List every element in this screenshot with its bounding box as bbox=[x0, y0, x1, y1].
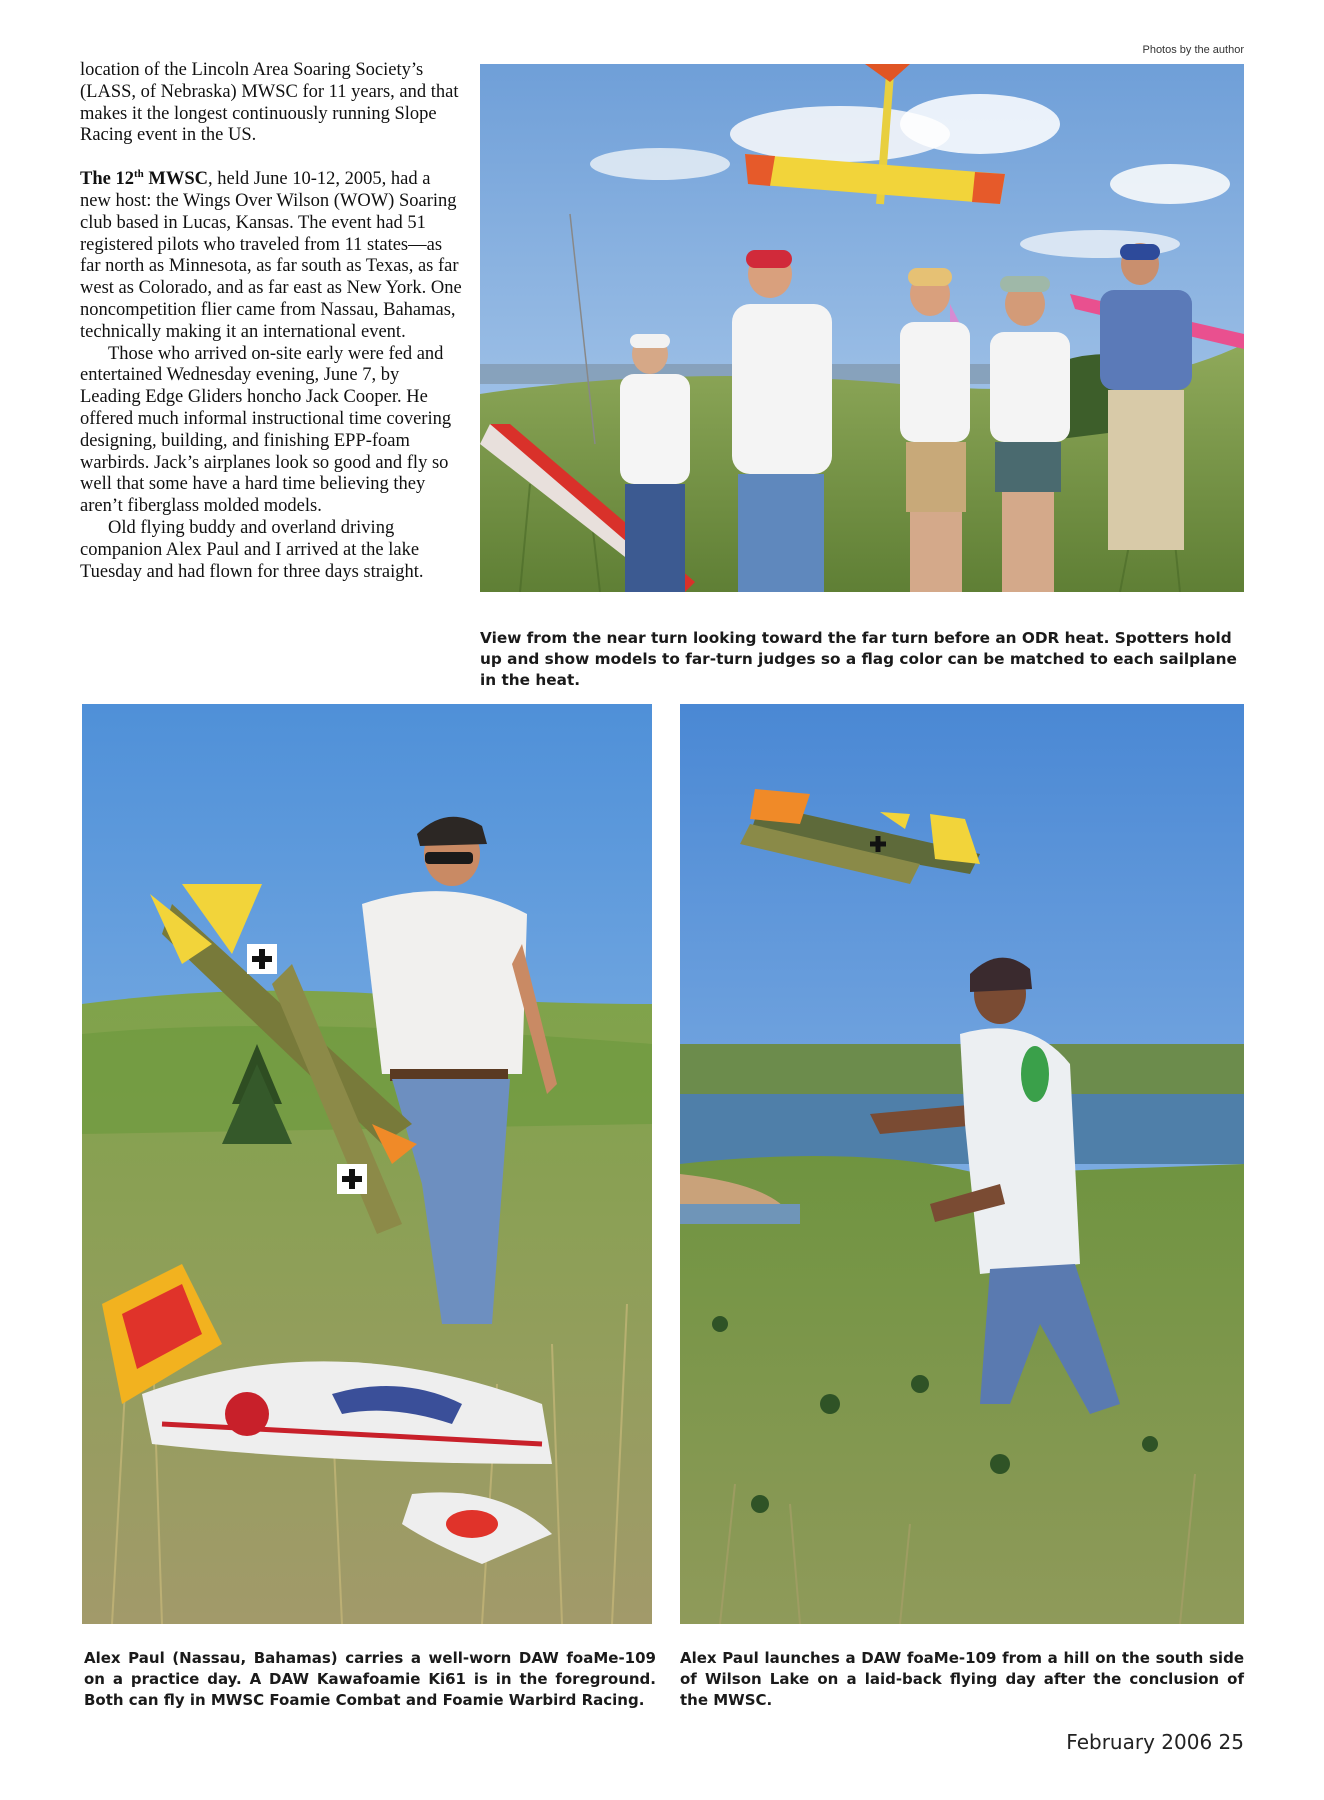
issue-date: February 2006 bbox=[1066, 1730, 1213, 1754]
page-footer bbox=[1066, 1730, 1244, 1754]
photo-spotters-odr-heat bbox=[480, 64, 1244, 592]
article-paragraph-3: Those who arrived on-site early were fed and entertained Wednesday evening, June 7, by Leading Edge Gliders honcho Jack Cooper. He offered much informal instructional time covering designing, building, and finishing EPP-foam warbirds. Jack’s airplanes look so good and fly so well that some have a hard time believing they aren’t fiberglass molded models. bbox=[80, 343, 452, 517]
caption-alex-paul-carrying-foame109: Alex Paul (Nassau, Bahamas) carries a well-worn DAW foaMe-109 on a practice day. A DAW Kawafoamie Ki61 is in the foreground. Both can fly in MWSC Foamie Combat and Foamie Warbird Racing. bbox=[84, 1649, 656, 1709]
article-paragraph-1: location of the Lincoln Area Soaring Society’s (LASS, of Nebraska) MWSC for 11 years, and that makes it the longest continuously running Slope Racing event in the US. bbox=[80, 60, 459, 146]
article-column bbox=[80, 60, 464, 583]
photo-alex-paul-launch-wilson-lake bbox=[680, 704, 1244, 1624]
article-paragraph-2: The 12th MWSC, held June 10-12, 2005, had a new host: the Wings Over Wilson (WOW) Soaring club based in Lucas, Kansas. The event had 51 registered pilots who traveled from 11 states—as far north as Minnesota, as far south as Texas, as far west as Colorado, and as far east as New York. One noncompetition flier came from Nassau, Bahamas, technically making it an international event. bbox=[80, 168, 462, 342]
paragraph-lead: The 12th MWSC bbox=[80, 168, 208, 190]
article-paragraph-4: Old flying buddy and overland driving companion Alex Paul and I arrived at the lake Tuesday and had flown for three days straight. bbox=[80, 517, 424, 582]
caption-alex-paul-launch-wilson-lake: Alex Paul launches a DAW foaMe-109 from a hill on the south side of Wilson Lake on a laid-back flying day after the conclusion of the MWSC. bbox=[680, 1649, 1244, 1709]
page-number: 25 bbox=[1218, 1730, 1244, 1754]
caption-spotters-odr-heat: View from the near turn looking toward the far turn before an ODR heat. Spotters hold up and show models to far-turn judges so a flag color can be matched to each sailplane in the heat. bbox=[480, 629, 1237, 689]
photo-credit: Photos by the author bbox=[1142, 44, 1244, 56]
photo-alex-paul-carrying-foame109 bbox=[82, 704, 652, 1624]
